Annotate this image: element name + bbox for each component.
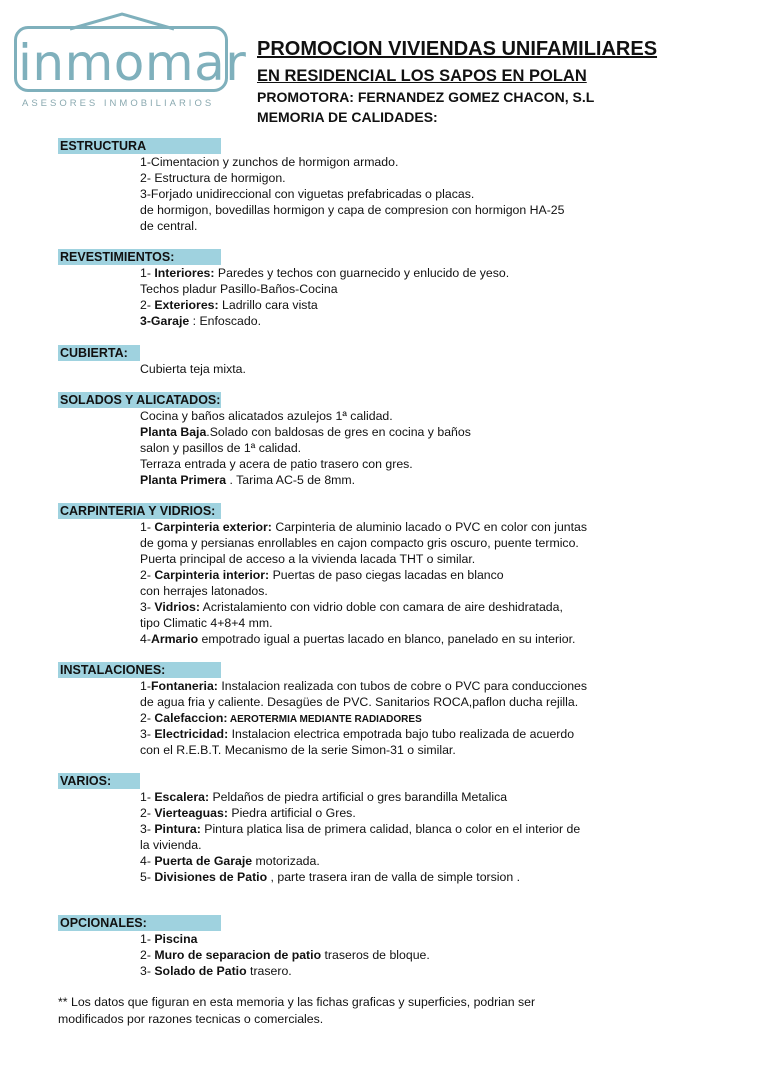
text-line: Planta Baja.Solado con baldosas de gres en cocina y baños xyxy=(140,425,471,439)
text-line: 1-Fontaneria: Instalacion realizada con tubos de cobre o PVC para conducciones xyxy=(140,679,588,693)
text-line: 4- Puerta de Garaje motorizada. xyxy=(140,854,320,868)
text-line: tipo Climatic 4+8+4 mm. xyxy=(140,616,273,630)
text-line: de hormigon, bovedillas hormigon y capa de compresion con hormigon HA-25 xyxy=(140,203,565,217)
text-line: la vivienda. xyxy=(140,838,202,852)
text-line: Planta Primera . Tarima AC-5 de 8mm. xyxy=(140,473,356,487)
text-line: Terraza entrada y acera de patio trasero con gres. xyxy=(140,457,413,471)
text-line: 2- Estructura de hormigon. xyxy=(140,171,286,185)
text-line: 3- Pintura: Pintura platica lisa de primera calidad, blanca o color en el interior de xyxy=(140,822,581,836)
company-logo xyxy=(10,12,247,109)
logo-wordmark: inmomar xyxy=(18,34,247,92)
section-heading-carpinteria: CARPINTERIA Y VIDRIOS: xyxy=(58,503,221,519)
section-heading-cubierta: CUBIERTA: xyxy=(58,345,140,361)
footnote: modificados por razones tecnicas o comerciales. xyxy=(58,1012,324,1026)
text-line: 1- Piscina xyxy=(140,932,198,946)
text-line: Cocina y baños alicatados azulejos 1ª calidad. xyxy=(140,409,393,423)
section-heading-estructura: ESTRUCTURA xyxy=(58,138,221,154)
section-heading-revestimientos: REVESTIMIENTOS: xyxy=(58,249,221,265)
text-line: 2- Muro de separacion de patio traseros de bloque. xyxy=(140,948,430,962)
text-line: 1- Carpinteria exterior: Carpinteria de aluminio lacado o PVC en color con juntas xyxy=(140,520,588,534)
document-subtitle: EN RESIDENCIAL LOS SAPOS EN POLAN xyxy=(257,67,587,85)
text-line: de central. xyxy=(140,219,198,233)
section-heading-opcionales: OPCIONALES: xyxy=(58,915,221,931)
text-line: 1- Escalera: Peldaños de piedra artificial o gres barandilla Metalica xyxy=(140,790,508,804)
text-line: con el R.E.B.T. Mecanismo de la serie Simon-31 o similar. xyxy=(140,743,456,757)
text-line: 5- Divisiones de Patio , parte trasera iran de valla de simple torsion . xyxy=(140,870,521,884)
text-line: 3-Forjado unidireccional con viguetas prefabricadas o placas. xyxy=(140,187,475,201)
text-line: 1- Interiores: Paredes y techos con guarnecido y enlucido de yeso. xyxy=(140,266,510,280)
promoter-line: PROMOTORA: FERNANDEZ GOMEZ CHACON, S.L xyxy=(257,89,595,105)
text-line: 2- Calefaccion: AEROTERMIA MEDIANTE RADIADORES xyxy=(140,711,422,725)
document-title: PROMOCION VIVIENDAS UNIFAMILIARES xyxy=(257,38,658,60)
section-heading-solados: SOLADOS Y ALICATADOS: xyxy=(60,393,221,407)
text-line: de goma y persianas enrollables en cajon compacto gris oscuro, puente termico. xyxy=(140,536,579,550)
text-line: de agua fria y caliente. Desagües de PVC. Sanitarios ROCA,paflon ducha rejilla. xyxy=(140,695,579,709)
text-line: Puerta principal de acceso a la vivienda lacada THT o similar. xyxy=(140,552,476,566)
section-heading-varios: VARIOS: xyxy=(58,773,140,789)
text-line: 1-Cimentacion y zunchos de hormigon armado. xyxy=(140,155,399,169)
logo-subtitle: ASESORES INMOBILIARIOS xyxy=(22,98,215,109)
text-line: 2- Carpinteria interior: Puertas de paso ciegas lacadas en blanco xyxy=(140,568,504,582)
text-line: 3- Solado de Patio trasero. xyxy=(140,964,292,978)
text-line: salon y pasillos de 1ª calidad. xyxy=(140,441,302,455)
text-line: 3- Vidrios: Acristalamiento con vidrio doble con camara de aire deshidratada, xyxy=(140,600,563,614)
text-line: 3- Electricidad: Instalacion electrica empotrada bajo tubo realizada de acuerdo xyxy=(140,727,575,741)
footnote: ** Los datos que figuran en esta memoria y las fichas graficas y superficies, podrian ser xyxy=(58,995,536,1009)
text-line: 3-Garaje : Enfoscado. xyxy=(140,314,261,328)
text-line: 2- Exteriores: Ladrillo cara vista xyxy=(140,298,318,312)
text-line: 2- Vierteaguas: Piedra artificial o Gres. xyxy=(140,806,356,820)
memory-heading: MEMORIA DE CALIDADES: xyxy=(257,109,438,125)
text-line: con herrajes latonados. xyxy=(140,584,268,598)
text-line: 4-Armario empotrado igual a puertas lacado en blanco, panelado en su interior. xyxy=(140,632,576,646)
text-line: Cubierta teja mixta. xyxy=(140,362,246,376)
section-heading-instalaciones: INSTALACIONES: xyxy=(58,662,221,678)
text-line: Techos pladur Pasillo-Baños-Cocina xyxy=(140,282,338,296)
